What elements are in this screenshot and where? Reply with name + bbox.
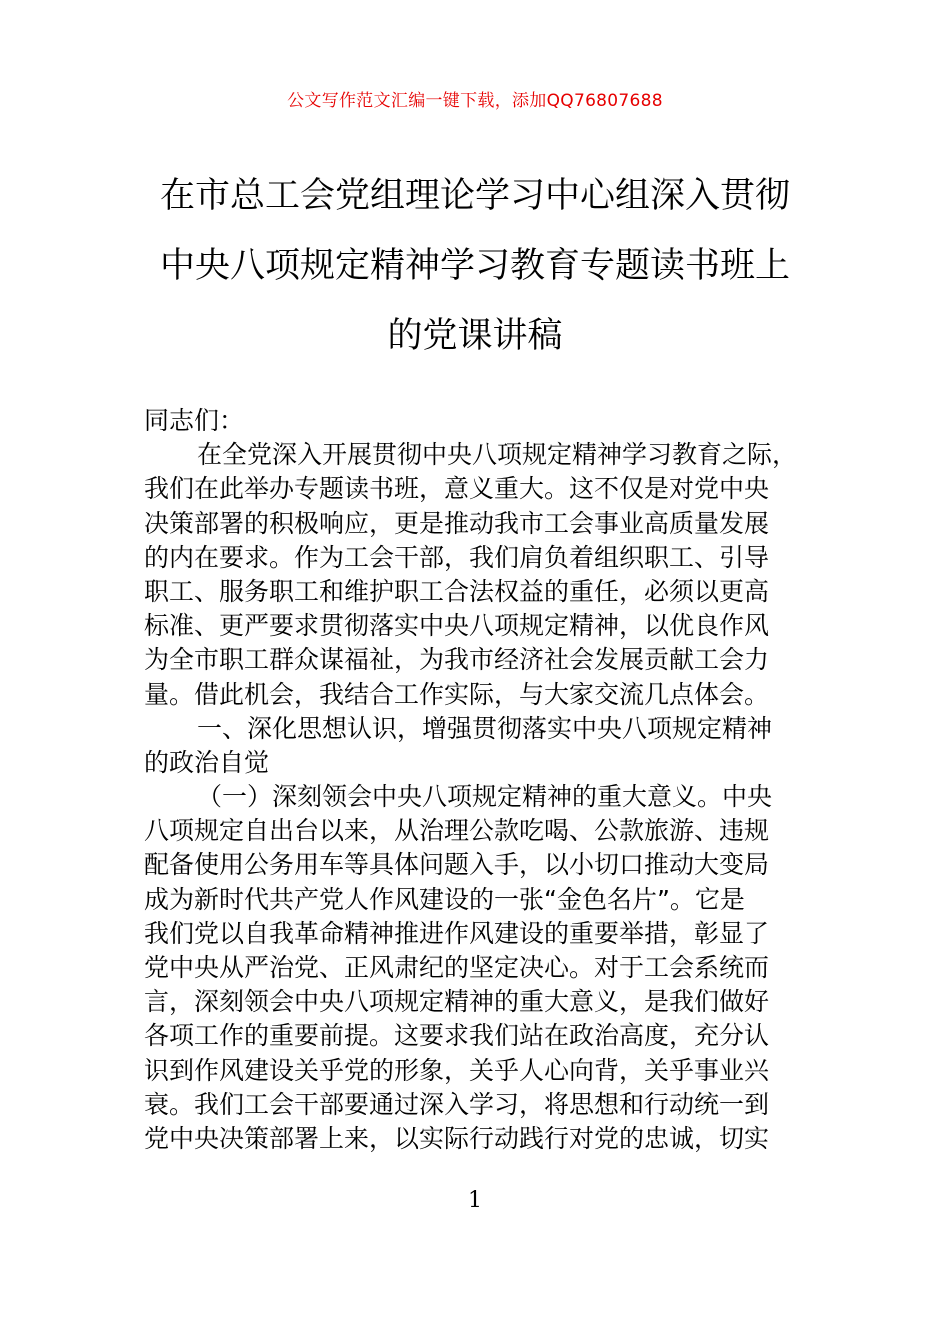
body-line: 成为新时代共产党人作风建设的一张“金色名片”。它是 <box>144 884 745 914</box>
body-line: 我们在此举办专题读书班，意义重大。这不仅是对党中央 <box>144 474 770 504</box>
body-line: 识到作风建设关乎党的形象，关乎人心向背，关乎事业兴 <box>144 1055 770 1085</box>
body-line: 我们党以自我革命精神推进作风建设的重要举措，彰显了 <box>144 918 770 948</box>
body-line: 在全党深入开展贯彻中央八项规定精神学习教育之际， <box>197 440 798 470</box>
body-line: 为全市职工群众谋福祉，为我市经济社会发展贡献工会力 <box>144 645 770 675</box>
title-line: 的党课讲稿 <box>387 316 563 356</box>
body-line: 标准、更严要求贯彻落实中央八项规定精神，以优良作风 <box>144 611 770 641</box>
body-line: 各项工作的重要前提。这要求我们站在政治高度，充分认 <box>144 1021 770 1051</box>
page-number: 1 <box>468 1188 482 1213</box>
body-line: 的内在要求。作为工会干部，我们肩负着组织职工、引导 <box>144 542 770 572</box>
body-line: 党中央从严治党、正风肃纪的坚定决心。对于工会系统而 <box>144 953 770 982</box>
section-heading: 的政治自觉 <box>144 747 270 777</box>
body-line: 决策部署的积极响应，更是推动我市工会事业高质量发展 <box>144 508 770 538</box>
body-line: 衰。我们工会干部要通过深入学习，将思想和行动统一到 <box>144 1089 770 1119</box>
body-line: 量。借此机会，我结合工作实际，与大家交流几点体会。 <box>144 679 770 709</box>
salutation: 同志们： <box>144 406 245 435</box>
body-line: 党中央决策部署上来，以实际行动践行对党的忠诚，切实 <box>144 1123 770 1153</box>
title-line: 中央八项规定精神学习教育专题读书班上 <box>159 246 790 286</box>
body-line: （一）深刻领会中央八项规定精神的重大意义。中央 <box>197 782 773 812</box>
body-line: 八项规定自出台以来，从治理公款吃喝、公款旅游、违规 <box>144 816 770 846</box>
body-line: 言，深刻领会中央八项规定精神的重大意义，是我们做好 <box>144 987 770 1017</box>
download-banner: 公文写作范文汇编一键下载，添加QQ76807688 <box>287 91 663 111</box>
title-line: 在市总工会党组理论学习中心组深入贯彻 <box>159 176 790 216</box>
body-line: 职工、服务职工和维护职工合法权益的重任，必须以更高 <box>144 576 770 606</box>
section-heading: 一、深化思想认识，增强贯彻落实中央八项规定精神 <box>197 713 773 743</box>
document-title <box>150 166 800 376</box>
document-body <box>144 404 816 1156</box>
body-line: 配备使用公务用车等具体问题入手，以小切口推动大变局 <box>144 850 770 880</box>
